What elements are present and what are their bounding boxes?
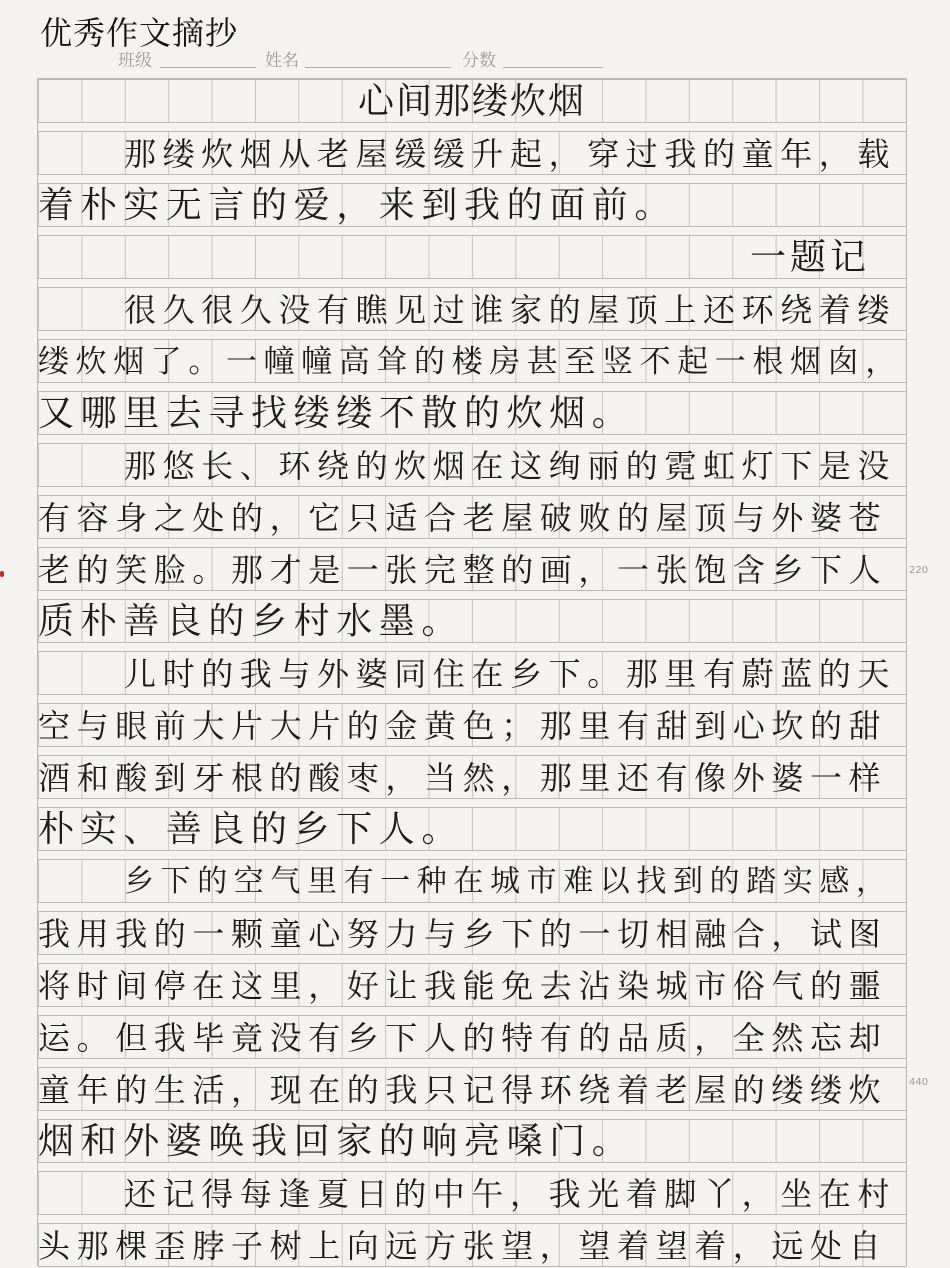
essay-line: 儿时的我与外婆同住在乡下。那里有蔚蓝的天 xyxy=(124,655,897,693)
grid-row xyxy=(38,807,906,851)
grid-row xyxy=(38,1015,906,1059)
essay-line: 那悠长、环绕的炊烟在这绚丽的霓虹灯下是没 xyxy=(124,447,897,485)
grid-row xyxy=(38,79,906,123)
char-count-440: 440 xyxy=(909,1077,929,1088)
grid-row xyxy=(38,547,906,591)
essay-line: 那缕炊烟从老屋缓缓升起，穿过我的童年，载 xyxy=(124,135,897,173)
essay-line: 又哪里去寻找缕缕不散的炊烟。 xyxy=(38,393,635,434)
essay-line: 童年的生活，现在的我只记得环绕着老屋的缕缕炊 xyxy=(38,1071,888,1109)
essay-line: 很久很久没有瞧见过谁家的屋顶上还环绕着缕 xyxy=(124,291,897,329)
essay-line: 缕炊烟了。一幢幢高耸的楼房甚至竖不起一根烟囱， xyxy=(38,344,903,380)
essay-line: 烟和外婆唤我回家的响亮嗓门。 xyxy=(38,1121,635,1162)
grid-row xyxy=(38,599,906,643)
grid-row xyxy=(38,391,906,435)
class-field xyxy=(160,67,256,68)
essay-line: 酒和酸到牙根的酸枣，当然，那里还有像外婆一样 xyxy=(38,759,888,797)
essay-title: 心间那缕炊烟 xyxy=(357,81,586,122)
grid-row xyxy=(38,963,906,1007)
grid-row xyxy=(38,1119,906,1163)
essay-line: 还记得每逢夏日的中午，我光着脚丫，坐在村 xyxy=(124,1175,897,1213)
grid-row xyxy=(38,495,906,539)
essay-line: 质朴善良的乡村水墨。 xyxy=(38,601,465,642)
grid-row xyxy=(38,651,906,695)
essay-line: 我用我的一颗童心努力与乡下的一切相融合，试图 xyxy=(38,915,888,953)
grid-row xyxy=(38,183,906,227)
essay-line: 着朴实无言的爱，来到我的面前。 xyxy=(38,185,678,226)
page-title: 优秀作文摘抄 xyxy=(40,14,239,52)
essay-line: 乡下的空气里有一种在城市难以找到的踏实感， xyxy=(124,864,893,899)
class-label: 班级 xyxy=(118,51,152,71)
red-ink-mark xyxy=(0,571,4,577)
grid-row xyxy=(38,1067,906,1111)
grid-row xyxy=(38,1223,906,1267)
grid-row xyxy=(38,235,906,279)
name-field xyxy=(305,67,451,68)
essay-line: 将时间停在这里，好让我能免去沾染城市俗气的噩 xyxy=(38,967,888,1005)
essay-line: 空与眼前大片大片的金黄色；那里有甜到心坎的甜 xyxy=(38,707,888,745)
grid-row xyxy=(38,339,906,383)
grid-row xyxy=(38,703,906,747)
grid-row xyxy=(38,755,906,799)
epigraph-attribution: 一题记 xyxy=(749,237,870,278)
page-header xyxy=(0,0,950,80)
essay-line: 有容身之处的，它只适合老屋破败的屋顶与外婆苍 xyxy=(38,499,888,537)
char-count-220: 220 xyxy=(909,565,929,576)
grid-row xyxy=(38,859,906,903)
essay-line: 朴实、善良的乡下人。 xyxy=(38,809,465,850)
grid-row xyxy=(38,443,906,487)
essay-line: 头那棵歪脖子树上向远方张望，望着望着，远处自 xyxy=(38,1227,888,1265)
essay-line: 老的笑脸。那才是一张完整的画，一张饱含乡下人 xyxy=(38,551,888,589)
grid-row xyxy=(38,287,906,331)
score-field xyxy=(503,67,603,68)
manuscript-grid xyxy=(37,78,907,1266)
essay-line: 运。但我毕竟没有乡下人的特有的品质，全然忘却 xyxy=(38,1019,888,1057)
grid-row xyxy=(38,131,906,175)
grid-row xyxy=(38,1171,906,1215)
grid-row xyxy=(38,911,906,955)
name-label: 姓名 xyxy=(265,51,299,71)
score-label: 分数 xyxy=(462,51,496,71)
